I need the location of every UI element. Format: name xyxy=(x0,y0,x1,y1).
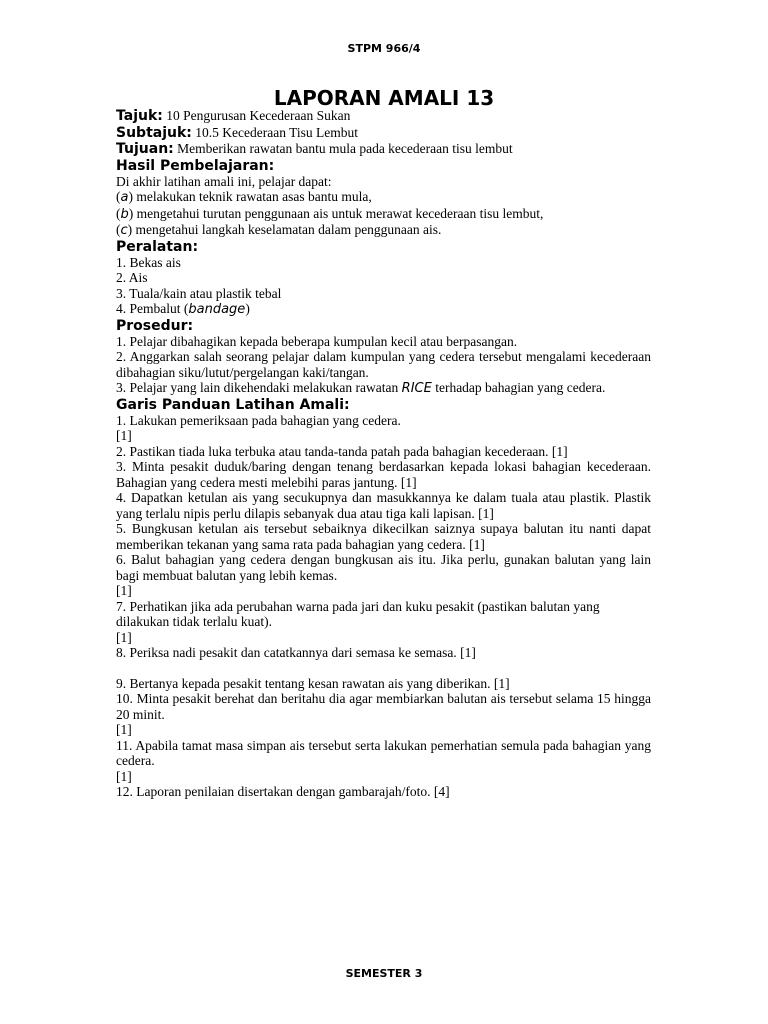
hasil-item-text: ) mengetahui langkah keselamatan dalam penggunaan ais. xyxy=(127,222,442,237)
garis-line: cedera. xyxy=(116,753,155,768)
garis-line: memberikan tekanan yang sama rata pada bahagian yang cedera. [1] xyxy=(116,536,485,552)
paren: ( xyxy=(116,222,121,237)
garis-line: 3. Minta pesakit duduk/baring dengan tenang berdasarkan kepada lokasi bahagian kecederaan. xyxy=(116,459,651,474)
garis-line: 7. Perhatikan jika ada perubahan warna pada jari dan kuku pesakit (pastikan balutan yang xyxy=(116,598,600,614)
peralatan-item: 1. Bekas ais xyxy=(116,254,181,270)
report-body xyxy=(116,108,651,800)
hasil-item-text: ) mengetahui turutan penggunaan ais untuk merawat kecederaan tisu lembut, xyxy=(128,205,544,221)
garis-heading: Garis Panduan Latihan Amali: xyxy=(116,396,350,413)
garis-line: 10. Minta pesakit berehat dan beritahu dia agar membiarkan balutan ais tersebut selama 15 hingga xyxy=(116,691,651,706)
prosedur-step: 1. Pelajar dibahagikan kepada beberapa kumpulan kecil atau berpasangan. xyxy=(116,333,518,349)
peralatan-item: 2. Ais xyxy=(116,270,148,285)
peralatan-heading: Peralatan: xyxy=(116,238,199,255)
subtajuk-label: Subtajuk: xyxy=(116,124,192,141)
garis-line: [1] xyxy=(116,629,132,645)
subtajuk-row xyxy=(116,125,651,142)
garis-line: 6. Balut bahagian yang cedera dengan bungkusan ais itu. Jika perlu, gunakan balutan yang lain xyxy=(116,552,651,567)
hasil-item-letter: a xyxy=(120,190,129,205)
garis-line: [1] xyxy=(116,722,132,737)
tujuan-value: Memberikan rawatan bantu mula pada kecederaan tisu lembut xyxy=(173,141,513,156)
hasil-item xyxy=(116,222,651,239)
paren: ( xyxy=(116,189,121,204)
hasil-intro: Di akhir latihan amali ini, pelajar dapat: xyxy=(116,173,332,189)
garis-line: 11. Apabila tamat masa simpan ais tersebut serta lakukan pemerhatian semula pada bahagian yang xyxy=(116,737,651,753)
hasil-item xyxy=(116,189,651,206)
garis-line: 2. Pastikan tiada luka terbuka atau tanda-tanda patah pada bahagian kecederaan. [1] xyxy=(116,443,568,459)
subtajuk-value: 10.5 Kecederaan Tisu Lembut xyxy=(191,124,358,140)
garis-line: [1] xyxy=(116,583,132,598)
prosedur-p3-italic: RICE xyxy=(401,381,432,396)
prosedur-step xyxy=(116,380,651,397)
prosedur-heading: Prosedur: xyxy=(116,317,194,334)
hasil-item-text: ) melakukan teknik rawatan asas bantu mula, xyxy=(128,189,372,204)
peralatan-item xyxy=(116,301,651,318)
garis-line: [1] xyxy=(116,768,132,784)
peralatan-item4-italic: bandage xyxy=(188,302,246,317)
paren: ( xyxy=(116,205,121,221)
garis-line: yang terlalu nipis perlu dilapis sebanyak dua atau tiga kali lapisan. [1] xyxy=(116,505,494,521)
garis-line: 5. Bungkusan ketulan ais tersebut sebaiknya dikecilkan saiznya supaya balutan itu nanti dapat xyxy=(116,521,651,536)
tajuk-row xyxy=(116,108,651,125)
page-title: LAPORAN AMALI 13 xyxy=(273,86,495,110)
blank-line xyxy=(116,661,651,676)
hasil-item-letter: b xyxy=(120,206,129,222)
garis-line: 12. Laporan penilaian disertakan dengan gambarajah/foto. [4] xyxy=(116,784,450,799)
tujuan-label: Tujuan: xyxy=(116,141,174,157)
garis-line: dilakukan tidak terlalu kuat). xyxy=(116,614,272,629)
page-footer: SEMESTER 3 xyxy=(345,967,423,980)
tujuan-row xyxy=(116,141,651,158)
garis-line: bagi membuat balutan yang lebih kemas. xyxy=(116,567,338,583)
peralatan-item: 3. Tuala/kain atau plastik tebal xyxy=(116,285,282,301)
hasil-heading: Hasil Pembelajaran: xyxy=(116,157,275,174)
hasil-item-letter: c xyxy=(120,223,128,238)
peralatan-item4-suffix: ) xyxy=(245,301,250,316)
prosedur-p3-suffix: terhadap bahagian yang cedera. xyxy=(431,380,606,395)
garis-line: 1. Lakukan pemeriksaan pada bahagian yang cedera. xyxy=(116,412,401,428)
prosedur-step-cont: dibahagian siku/lutut/pergelangan kaki/tangan. xyxy=(116,364,369,380)
garis-line: [1] xyxy=(116,428,132,443)
garis-line: Bahagian yang cedera mesti melebihi paras jantung. [1] xyxy=(116,474,417,490)
garis-line: 9. Bertanya kepada pesakit tentang kesan rawatan ais yang diberikan. [1] xyxy=(116,675,510,691)
peralatan-item4-prefix: 4. Pembalut ( xyxy=(116,301,189,316)
tajuk-value: 10 Pengurusan Kecederaan Sukan xyxy=(162,108,351,123)
garis-line: 4. Dapatkan ketulan ais yang secukupnya dan masukkannya ke dalam tuala atau plastik. Plastik xyxy=(116,490,651,505)
prosedur-p3-prefix: 3. Pelajar yang lain dikehendaki melakukan rawatan xyxy=(116,380,402,395)
garis-line: 8. Periksa nadi pesakit dan catatkannya dari semasa ke semasa. [1] xyxy=(116,645,476,660)
prosedur-step: 2. Anggarkan salah seorang pelajar dalam kumpulan yang cedera tersebut mengalami kecederaan xyxy=(116,349,651,364)
garis-line: 20 minit. xyxy=(116,706,165,722)
tajuk-label: Tajuk: xyxy=(116,108,163,124)
hasil-item xyxy=(116,206,651,223)
page-header: STPM 966/4 xyxy=(347,42,421,55)
